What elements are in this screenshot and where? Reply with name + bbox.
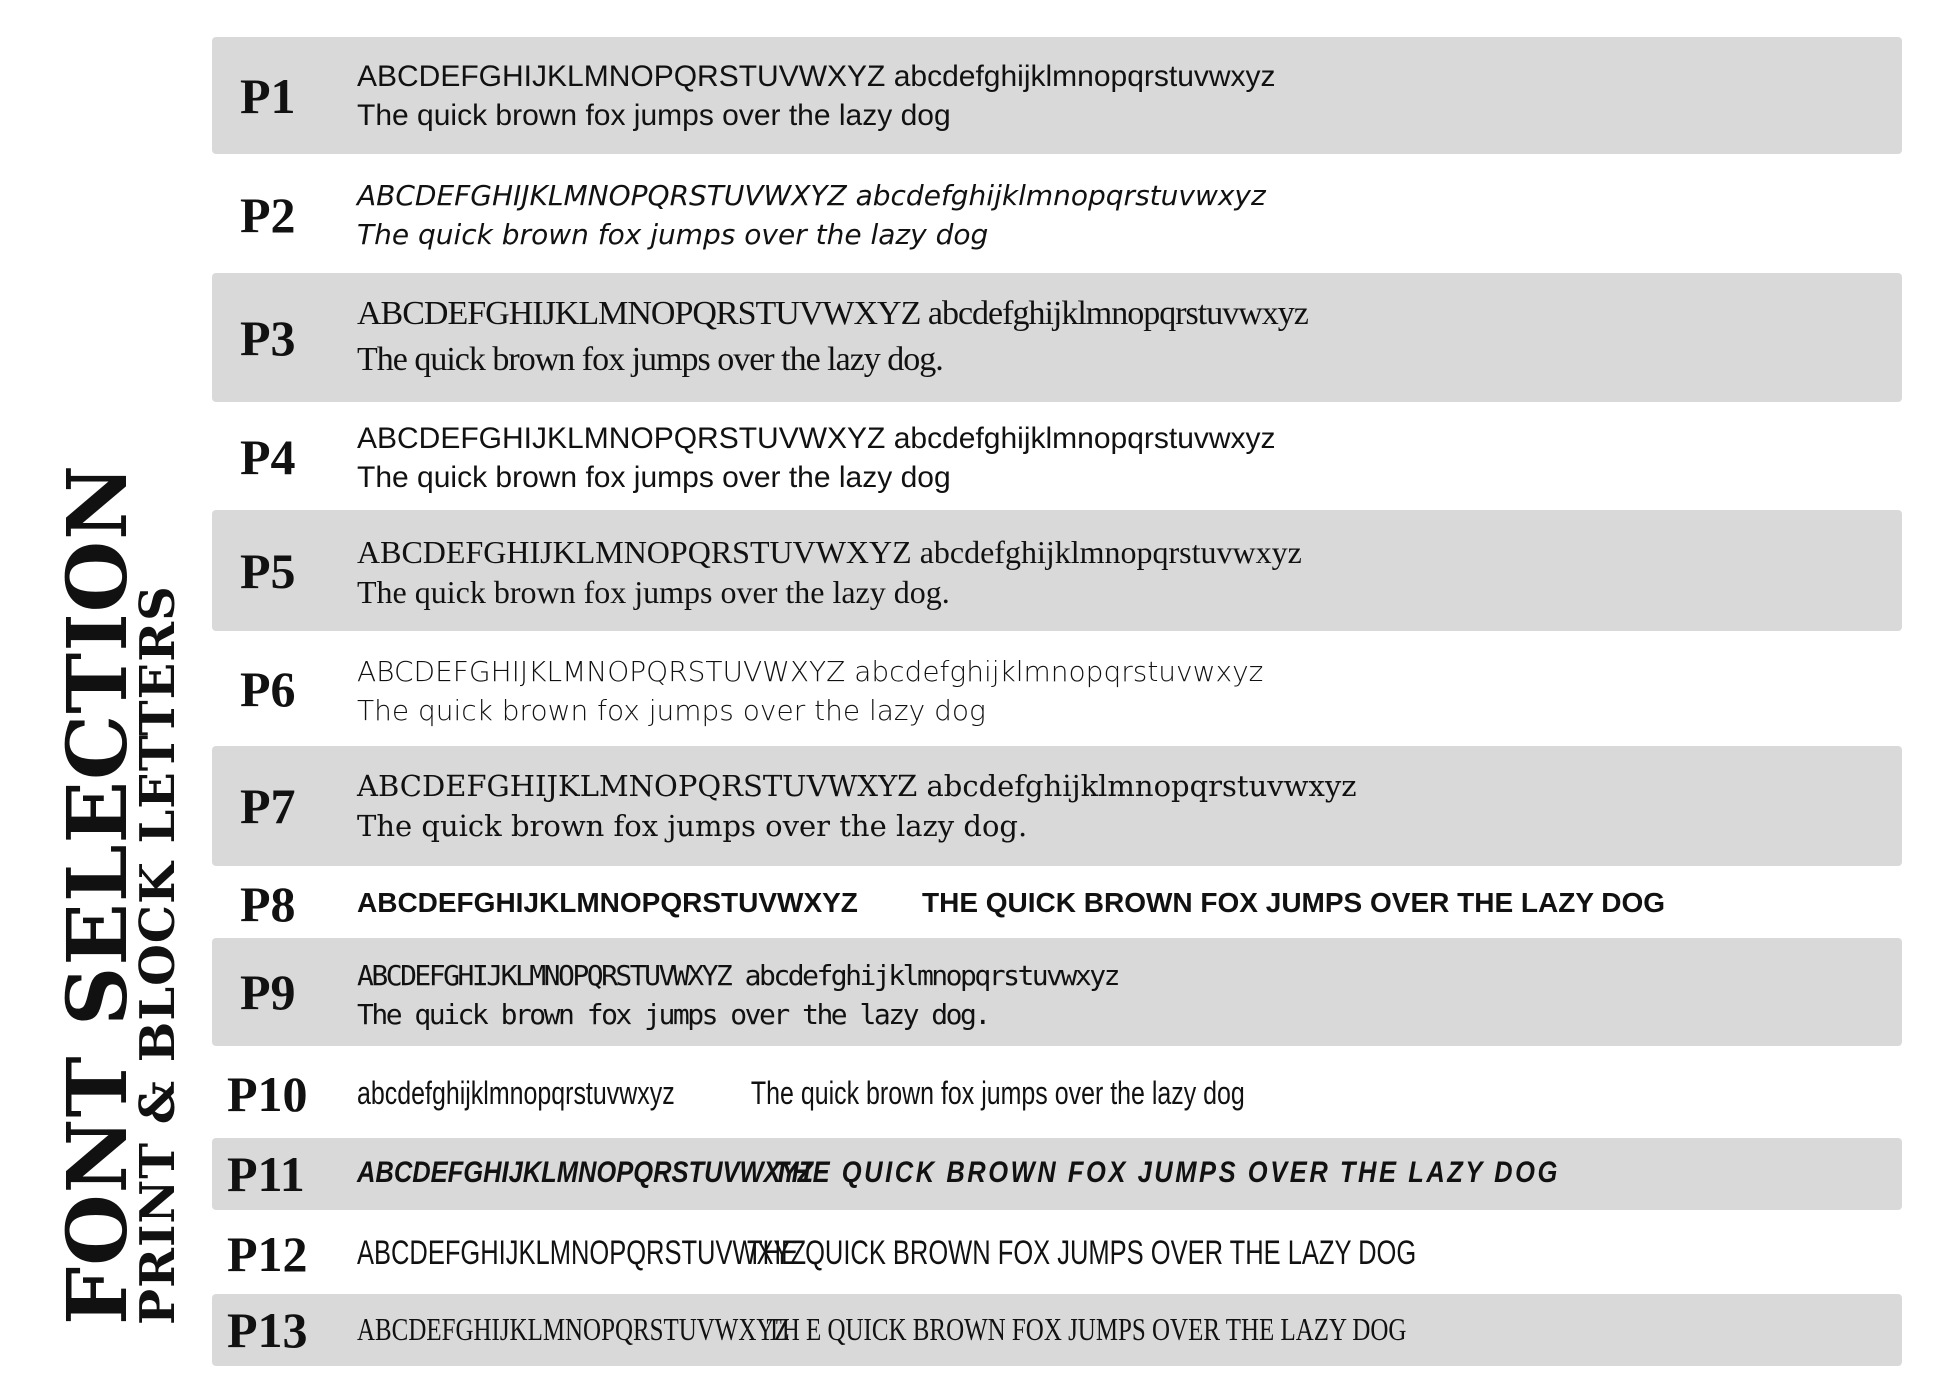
pangram-line: The quick brown fox jumps over the lazy dog	[357, 694, 986, 727]
font-code: P1	[240, 67, 296, 124]
font-sample	[357, 291, 1308, 383]
font-code: P7	[240, 778, 296, 834]
font-row-p5	[212, 510, 1902, 631]
alphabet-line: ABCDEFGHIJKLMNOPQRSTUVWXYZ abcdefghijklmnopqrstuvwxyz	[357, 60, 1276, 93]
pangram-line: The quick brown fox jumps over the lazy dog	[357, 218, 989, 251]
font-sample	[357, 956, 1118, 1034]
pangram-line: The quick brown fox jumps over the lazy dog	[357, 99, 951, 132]
font-code: P8	[240, 876, 296, 932]
font-row-p7	[212, 746, 1902, 866]
side-title	[0, 0, 200, 1376]
font-row-p8	[212, 874, 1902, 934]
alphabet-line: ABCDEFGHIJKLMNOPQRSTUVWXYZ	[357, 1311, 790, 1347]
font-code: P12	[227, 1226, 308, 1282]
alphabet-line: ABCDEFGHIJKLMNOPQRSTUVWXYZ abcdefghijklmnopqrstuvwxyz	[357, 769, 1357, 803]
font-code: P13	[227, 1302, 308, 1358]
font-code: P9	[240, 964, 296, 1020]
font-row-p3	[212, 273, 1902, 402]
alphabet-line: ABCDEFGHIJKLMNOPQRSTUVWXYZ abcdefghijklmnopqrstuvwxyz	[357, 422, 1276, 455]
font-sample	[357, 419, 1276, 497]
font-sample	[357, 652, 1263, 730]
font-sample	[357, 532, 1302, 612]
font-code: P10	[227, 1066, 308, 1122]
alphabet-line: ABCDEFGHIJKLMNOPQRSTUVWXYZ abcdefghijklmnopqrstuvwxyz	[357, 295, 1308, 332]
pangram-line: The quick brown fox jumps over the lazy dog	[357, 461, 951, 494]
font-code: P5	[240, 542, 296, 599]
font-row-p4	[212, 405, 1902, 508]
pangram-line: The quick brown fox jumps over the lazy dog	[750, 1075, 1245, 1111]
pangram-line: The quick brown fox jumps over the lazy dog.	[357, 998, 989, 1031]
font-sample	[357, 766, 1356, 846]
font-row-p6	[212, 634, 1902, 744]
alphabet-line: ABCDEFGHIJKLMNOPQRSTUVWXYZ	[357, 887, 858, 918]
pangram-line: THE QUICK BROWN FOX JUMPS OVER THE LAZY DOG	[747, 1234, 1417, 1272]
font-row-p9	[212, 938, 1902, 1046]
font-code: P6	[240, 661, 296, 717]
font-code: P4	[240, 428, 296, 485]
font-code: P3	[240, 309, 296, 366]
font-row-p13	[212, 1294, 1902, 1366]
pangram-line: THE QUICK BROWN FOX JUMPS OVER THE LAZY DOG	[922, 887, 1666, 918]
font-code: P2	[240, 187, 296, 243]
pangram-line: THE QUICK BROWN FOX JUMPS OVER THE LAZY DOG	[773, 1156, 1560, 1189]
font-sample	[357, 57, 1276, 135]
font-code: P11	[227, 1146, 305, 1202]
font-list	[212, 0, 1902, 1376]
alphabet-line: abcdefghijklmnopqrstuvwxyz	[357, 1075, 675, 1111]
alphabet-line: ABCDEFGHIJKLMNOPQRSTUVWXYZ abcdefghijklmnopqrstuvwxyz	[357, 655, 1264, 688]
alphabet-line: ABCDEFGHIJKLMNOPQRSTUVWXYZ abcdefghijklmnopqrstuvwxyz	[357, 534, 1302, 570]
font-row-p11	[212, 1138, 1902, 1210]
page-subtitle: PRINT & BLOCK LETTERS	[130, 585, 186, 1325]
font-row-p12	[212, 1216, 1902, 1292]
pangram-line: The quick brown fox jumps over the lazy dog.	[357, 809, 1028, 843]
pangram-line: The quick brown fox jumps over the lazy dog.	[357, 574, 950, 610]
font-row-p1	[212, 37, 1902, 154]
alphabet-line: ABCDEFGHIJKLMNOPQRSTUVWXYZ	[357, 1234, 807, 1272]
font-row-p10	[212, 1052, 1902, 1136]
font-row-p2	[212, 160, 1902, 270]
alphabet-line: ABCDEFGHIJKLMNOPQRSTUVWXYZ	[357, 1156, 814, 1189]
alphabet-line: ABCDEFGHIJKLMNOPQRSTUVWXYZ abcdefghijklmnopqrstuvwxyz	[357, 959, 1118, 992]
font-sample	[357, 176, 1266, 254]
page-title: FONT SELECTION	[50, 463, 146, 1325]
pangram-line: The quick brown fox jumps over the lazy dog.	[357, 341, 943, 378]
alphabet-line: ABCDEFGHIJKLMNOPQRSTUVWXYZ abcdefghijklmnopqrstuvwxyz	[357, 179, 1266, 212]
pangram-line: TH E QUICK BROWN FOX JUMPS OVER THE LAZY DOG	[766, 1311, 1407, 1347]
